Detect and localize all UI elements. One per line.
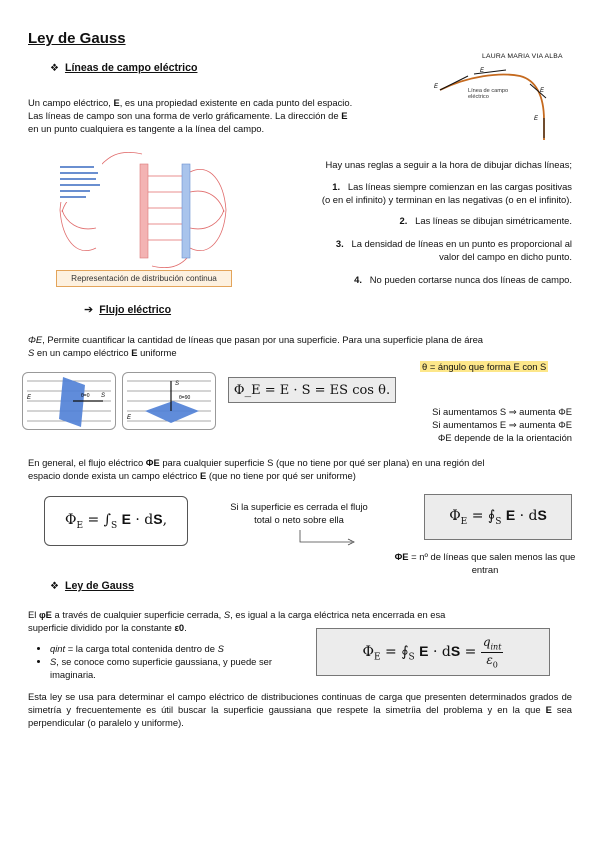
diamond-bullet-icon: ❖ <box>50 63 59 74</box>
label-e-4: E <box>534 116 539 122</box>
surface-perp-svg <box>23 373 115 429</box>
arrow-bullet-icon: ➔ <box>84 304 94 316</box>
angle-note: θ = ángulo que forma E con S <box>422 361 547 372</box>
plane-surface-1 <box>59 377 85 427</box>
formula-gauss-law: $\Phi_E$ = $∮_S$ E · dS = $q_{int}$ $\varepsilon_0$ <box>316 628 550 676</box>
svg-text:E: E <box>127 415 132 421</box>
intro-paragraph: Un campo eléctrico, E, es una propiedad existente en cada punto del espacio. Las líneas de campo son una forma de verlo gráficamente. La dirección de E en un punto cualquiera es tangente a la línea del campo. <box>28 97 353 135</box>
svg-text:θ=0: θ=0 <box>81 393 90 399</box>
formula-flux-integral: $\Phi_E = \int_S$ E · dS, <box>44 496 188 546</box>
svg-text:S: S <box>175 381 180 387</box>
plates-caption: Representación de distribución continua <box>56 270 232 287</box>
negative-plate <box>182 164 190 258</box>
rule-4: 4. No pueden cortarse nunca dos líneas de campo. <box>354 274 572 285</box>
surface-par-svg <box>123 373 215 429</box>
svg-text:θ=90: θ=90 <box>179 395 191 401</box>
rules-intro: Hay unas reglas a seguir a la hora de dibujar dichas líneas; <box>325 159 572 170</box>
label-e-1: E <box>434 84 439 90</box>
tangent-arrow-2 <box>474 70 506 74</box>
arrow-right-icon <box>296 528 360 546</box>
positive-plate <box>140 164 148 258</box>
flux-notes: Si aumentamos S ⇒ aumenta ΦE Si aumentamos E ⇒ aumenta ΦE ΦE depende de la la orientación <box>432 406 572 444</box>
plane-surface-2 <box>145 401 199 423</box>
surface-figure-parallel <box>122 372 216 430</box>
field-line-figure <box>428 62 558 144</box>
svg-text:S: S <box>101 393 106 399</box>
diamond-bullet-icon-2: ❖ <box>50 581 59 592</box>
rule-2: 2. Las líneas se dibujan simétricamente. <box>399 215 572 226</box>
flux-general-paragraph: En general, el flujo eléctrico ΦE para cualquier superficie S (que no tiene por qué ser plana) en una región del espacio donde exista un campo eléctrico E (que no tiene por qué ser uniforme) <box>28 457 485 482</box>
section-flujo-heading: ➔ Flujo eléctrico <box>84 304 172 316</box>
formula-flux-plane <box>228 377 396 403</box>
page-title: Ley de Gauss <box>28 30 126 47</box>
tangent-arrow-1 <box>440 76 468 90</box>
rule-1: 1. Las líneas siempre comienzan en las cargas positivas (o en el infinito) y terminan en las negativas (o en el infinito). <box>321 181 572 206</box>
phi-meaning: ΦE = nº de líneas que salen menos las que entran <box>394 551 576 576</box>
rule-3: 3. La densidad de líneas en un punto es proporcional al valor del campo en dicho punto. <box>335 238 572 263</box>
section-gauss-heading: ❖ Ley de Gauss <box>50 580 134 592</box>
svg-text:E: E <box>27 395 32 401</box>
bullet-surface: • S, se conoce como superficie gaussiana, y puede ser imaginaria. <box>50 655 294 681</box>
flux-definition: ΦE, Permite cuantificar la cantidad de líneas que pasan por una superficie. Para una superficie plana de área S en un campo eléctrico E uniforme <box>28 334 484 359</box>
bullet-qint: • qint = la carga total contenida dentro de S <box>50 642 294 655</box>
closing-paragraph: Esta ley se usa para determinar el campo eléctrico de distribuciones continuas de carga que presenten determinados grados de simetría y frecuentemente es útil buscar la superficie gaussiana que respete la simetríia del problema y en la que E sea perpendicular (o paralelo y uniforme). <box>28 691 572 729</box>
label-e-2: E <box>480 68 485 74</box>
formula-flux-closed: $\Phi_E$ = $∮_S$ E · dS <box>424 494 572 540</box>
formula-flux-plane-text: Φ_E = E · S = ES cos θ. <box>233 382 391 398</box>
surface-figure-perpendicular <box>22 372 116 430</box>
fieldline-caption: Línea de campo eléctrico <box>468 88 509 101</box>
gauss-bullets <box>34 642 294 681</box>
author-name: LAURA MARIA VIA ALBA <box>482 53 563 60</box>
section-lineas-heading: ❖ Líneas de campo eléctrico <box>50 62 198 74</box>
label-e-3: E <box>540 88 545 94</box>
parallel-plates-figure <box>56 152 230 268</box>
gauss-statement: El φE a través de cualquier superficie cerrada, S, es igual a la carga eléctrica neta encerrada en esa superficie dividido por la constante ε0. <box>28 609 446 634</box>
closed-surface-note: Si la superficie es cerrada el flujo total o neto sobre ella <box>230 501 368 526</box>
